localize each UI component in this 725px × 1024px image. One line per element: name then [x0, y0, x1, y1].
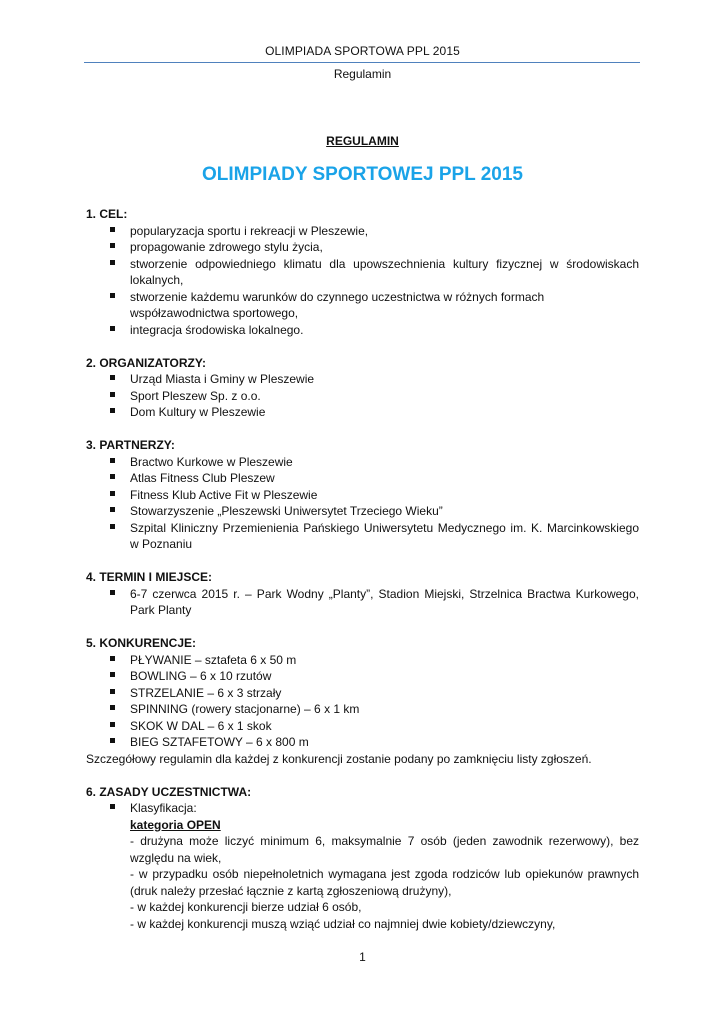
section-note: Szczegółowy regulamin dla każdej z konkurencji zostanie podany po zamknięciu listy zgłoszeń. [86, 751, 592, 766]
bullet-square-icon [110, 227, 115, 232]
list-item: SPINNING (rowery stacjonarne) – 6 x 1 km [86, 701, 639, 718]
bullet-square-icon [110, 507, 115, 512]
list-item: Klasyfikacja: [86, 800, 639, 817]
bullet-square-icon [110, 804, 115, 809]
bullet-square-icon [110, 738, 115, 743]
section-zasady [86, 784, 639, 933]
list-item: stworzenie każdemu warunków do czynnego uczestnictwa w różnych formach współzawodnictwa sportowego, [86, 289, 639, 322]
document-body [86, 206, 639, 949]
bullet-list [86, 454, 639, 553]
list-item: popularyzacja sportu i rekreacji w Pleszewie, [86, 223, 639, 240]
bullet-list [86, 223, 639, 339]
list-item: Szpital Kliniczny Przemienienia Pańskiego Uniwersytetu Medycznego im. K. Marcinkowskiego w Poznaniu [86, 520, 639, 553]
document-label: REGULAMIN [326, 134, 399, 148]
bullet-square-icon [110, 458, 115, 463]
section-organizatorzy [86, 355, 639, 421]
page-number: 1 [359, 950, 366, 964]
bullet-square-icon [110, 375, 115, 380]
bullet-list [86, 586, 639, 619]
bullet-square-icon [110, 474, 115, 479]
bullet-list [86, 800, 639, 817]
list-item: Dom Kultury w Pleszewie [86, 404, 639, 421]
rule-line: - w przypadku osób niepełnoletnich wymagana jest zgoda rodziców lub opiekunów prawnych (druk należy przesłać łącznie z kartą zgłoszeniową drużyny), [130, 867, 639, 898]
list-item: BOWLING – 6 x 10 rzutów [86, 668, 639, 685]
list-item: STRZELANIE – 6 x 3 strzały [86, 685, 639, 702]
list-item: Urząd Miasta i Gminy w Pleszewie [86, 371, 639, 388]
running-header-title: OLIMPIADA SPORTOWA PPL 2015 [265, 44, 460, 58]
running-header-subtitle: Regulamin [333, 67, 392, 81]
bullet-square-icon [110, 590, 115, 595]
bullet-square-icon [110, 243, 115, 248]
bullet-square-icon [110, 260, 115, 265]
section-heading: 6. ZASADY UCZESTNICTWA: [86, 784, 252, 799]
list-item: BIEG SZTAFETOWY – 6 x 800 m [86, 734, 639, 751]
section-heading: 1. CEL: [86, 207, 128, 221]
bullet-square-icon [110, 408, 115, 413]
bullet-list [86, 652, 639, 751]
bullet-square-icon [110, 326, 115, 331]
list-item: Fitness Klub Active Fit w Pleszewie [86, 487, 639, 504]
rule-line: - drużyna może liczyć minimum 6, maksymalnie 7 osób (jeden zawodnik rezerwowy), bez względu na wiek, [130, 834, 639, 865]
bullet-square-icon [110, 705, 115, 710]
bullet-square-icon [110, 293, 115, 298]
rule-line: - w każdej konkurencji muszą wziąć udział co najmniej dwie kobiety/dziewczyny, [130, 916, 556, 931]
bullet-square-icon [110, 656, 115, 661]
list-item: integracja środowiska lokalnego. [86, 322, 639, 339]
list-item: Stowarzyszenie „Pleszewski Uniwersytet Trzeciego Wieku” [86, 503, 639, 520]
document-title: OLIMPIADY SPORTOWEJ PPL 2015 [202, 164, 523, 185]
section-partnerzy [86, 437, 639, 553]
header-divider [84, 62, 640, 63]
list-item: Atlas Fitness Club Pleszew [86, 470, 639, 487]
section-heading: 2. ORGANIZATORZY: [86, 355, 206, 370]
list-item: stworzenie odpowiedniego klimatu dla upowszechnienia kultury fizycznej w środowiskach lokalnych, [86, 256, 639, 289]
section-heading: 4. TERMIN I MIEJSCE: [86, 570, 213, 584]
section-heading: 3. PARTNERZY: [86, 438, 175, 452]
list-item: Bractwo Kurkowe w Pleszewie [86, 454, 639, 471]
rule-line: - w każdej konkurencji bierze udział 6 osób, [130, 900, 362, 914]
bullet-square-icon [110, 722, 115, 727]
bullet-square-icon [110, 524, 115, 529]
bullet-square-icon [110, 672, 115, 677]
list-item: Sport Pleszew Sp. z o.o. [86, 388, 639, 405]
list-item: SKOK W DAL – 6 x 1 skok [86, 718, 639, 735]
list-item: PŁYWANIE – sztafeta 6 x 50 m [86, 652, 639, 669]
section-konkurencje [86, 635, 639, 767]
bullet-list [86, 371, 639, 421]
list-item: propagowanie zdrowego stylu życia, [86, 239, 639, 256]
section-heading: 5. KONKURENCJE: [86, 636, 197, 650]
bullet-square-icon [110, 392, 115, 397]
category-title: kategoria OPEN [130, 817, 221, 832]
bullet-square-icon [110, 491, 115, 496]
list-item: 6-7 czerwca 2015 r. – Park Wodny „Planty”, Stadion Miejski, Strzelnica Bractwa Kurkowego, Park Planty [86, 586, 639, 619]
bullet-square-icon [110, 689, 115, 694]
section-termin [86, 569, 639, 619]
section-cel [86, 206, 639, 338]
